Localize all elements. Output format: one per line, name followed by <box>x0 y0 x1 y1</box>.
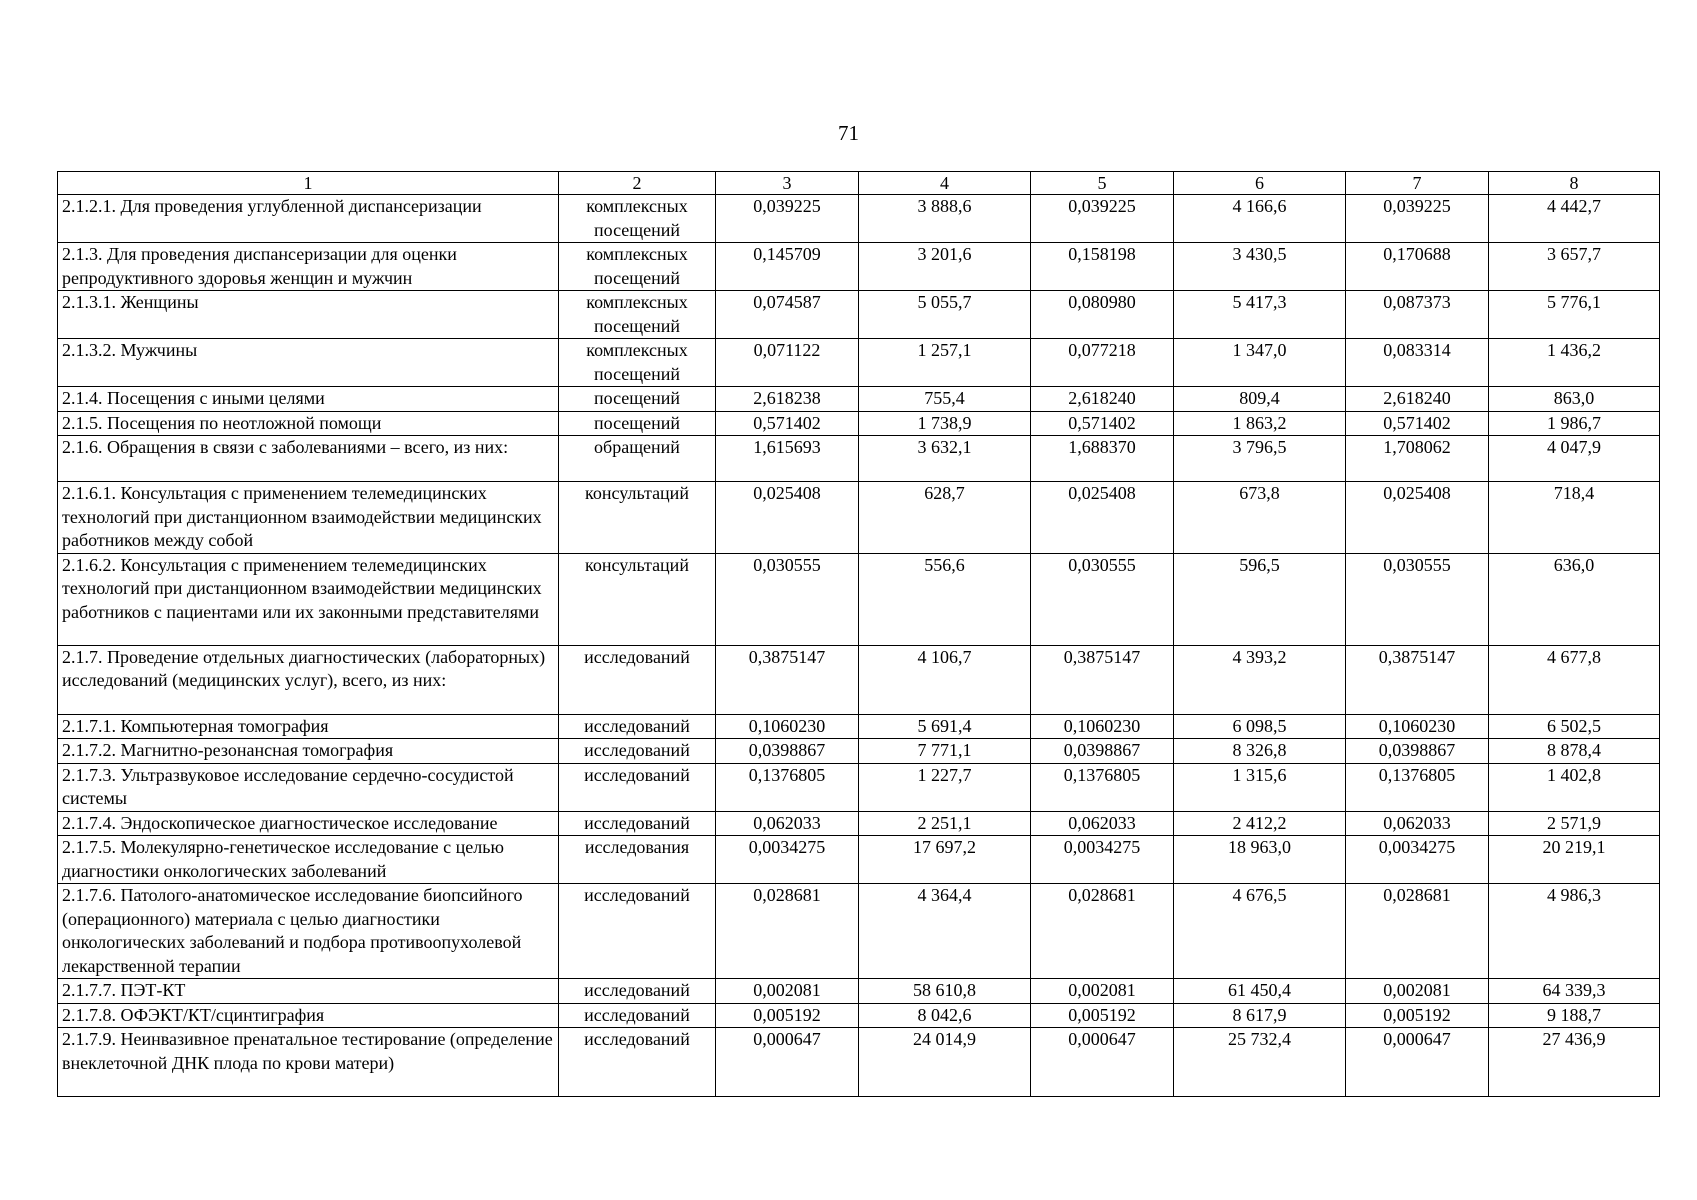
cell-value-7: 0,028681 <box>1346 884 1489 979</box>
page-number: 71 <box>838 121 859 145</box>
cell-value-7: 0,005192 <box>1346 1003 1489 1028</box>
cell-value-6: 3 796,5 <box>1174 436 1346 482</box>
cell-name: 2.1.6. Обращения в связи с заболеваниями – всего, из них: <box>58 436 559 482</box>
cell-value-5: 0,005192 <box>1031 1003 1174 1028</box>
cell-value-7: 0,0034275 <box>1346 836 1489 884</box>
cell-name: 2.1.6.2. Консультация с применением телемедицинских технологий при дистанционном взаимодействии медицинских работников с пациентами или их законными представителями <box>58 553 559 645</box>
cell-value-5: 0,002081 <box>1031 979 1174 1004</box>
cell-value-4: 8 042,6 <box>859 1003 1031 1028</box>
table-row <box>58 739 1660 764</box>
cell-value-3: 0,1376805 <box>716 763 859 811</box>
cell-value-6: 8 326,8 <box>1174 739 1346 764</box>
cell-value-7: 0,3875147 <box>1346 645 1489 714</box>
cell-unit: комплексных посещений <box>559 291 716 339</box>
table-row <box>58 436 1660 482</box>
cell-value-8: 1 402,8 <box>1489 763 1660 811</box>
cell-name: 2.1.4. Посещения с иными целями <box>58 387 559 412</box>
cell-value-4: 3 201,6 <box>859 243 1031 291</box>
cell-value-6: 2 412,2 <box>1174 811 1346 836</box>
cell-value-3: 0,074587 <box>716 291 859 339</box>
cell-unit: комплексных посещений <box>559 243 716 291</box>
table-row <box>58 553 1660 645</box>
cell-name: 2.1.7.5. Молекулярно-генетическое исследование с целью диагностики онкологических заболеваний <box>58 836 559 884</box>
cell-value-5: 0,000647 <box>1031 1028 1174 1097</box>
cell-value-5: 2,618240 <box>1031 387 1174 412</box>
cell-value-5: 0,0034275 <box>1031 836 1174 884</box>
cell-value-7: 0,170688 <box>1346 243 1489 291</box>
table-row <box>58 411 1660 436</box>
cell-value-7: 1,708062 <box>1346 436 1489 482</box>
cell-value-7: 0,030555 <box>1346 553 1489 645</box>
cell-value-3: 0,000647 <box>716 1028 859 1097</box>
cell-value-3: 0,071122 <box>716 339 859 387</box>
column-header: 2 <box>559 172 716 195</box>
cell-value-6: 6 098,5 <box>1174 714 1346 739</box>
cell-name: 2.1.7.7. ПЭТ-КТ <box>58 979 559 1004</box>
cell-value-4: 1 257,1 <box>859 339 1031 387</box>
cell-value-3: 0,1060230 <box>716 714 859 739</box>
cell-value-4: 556,6 <box>859 553 1031 645</box>
column-header: 3 <box>716 172 859 195</box>
cell-unit: консультаций <box>559 553 716 645</box>
cell-value-4: 4 364,4 <box>859 884 1031 979</box>
cell-value-5: 0,571402 <box>1031 411 1174 436</box>
cell-value-6: 61 450,4 <box>1174 979 1346 1004</box>
column-header: 5 <box>1031 172 1174 195</box>
cell-unit: посещений <box>559 411 716 436</box>
cell-unit: исследования <box>559 836 716 884</box>
cell-value-4: 58 610,8 <box>859 979 1031 1004</box>
cell-value-6: 5 417,3 <box>1174 291 1346 339</box>
cell-value-3: 1,615693 <box>716 436 859 482</box>
cell-value-4: 3 888,6 <box>859 195 1031 243</box>
table-row <box>58 836 1660 884</box>
cell-name: 2.1.5. Посещения по неотложной помощи <box>58 411 559 436</box>
cell-value-6: 809,4 <box>1174 387 1346 412</box>
cell-value-3: 0,062033 <box>716 811 859 836</box>
cell-value-3: 0,030555 <box>716 553 859 645</box>
cell-value-3: 0,571402 <box>716 411 859 436</box>
cell-value-8: 863,0 <box>1489 387 1660 412</box>
cell-value-4: 1 738,9 <box>859 411 1031 436</box>
cell-value-5: 0,1376805 <box>1031 763 1174 811</box>
cell-value-8: 64 339,3 <box>1489 979 1660 1004</box>
column-header: 7 <box>1346 172 1489 195</box>
cell-name: 2.1.7.2. Магнитно-резонансная томография <box>58 739 559 764</box>
cell-value-4: 3 632,1 <box>859 436 1031 482</box>
cell-value-4: 2 251,1 <box>859 811 1031 836</box>
cell-value-7: 0,025408 <box>1346 482 1489 554</box>
cell-value-6: 25 732,4 <box>1174 1028 1346 1097</box>
cell-name: 2.1.7.1. Компьютерная томография <box>58 714 559 739</box>
cell-value-4: 4 106,7 <box>859 645 1031 714</box>
cell-value-5: 0,1060230 <box>1031 714 1174 739</box>
cell-value-3: 0,145709 <box>716 243 859 291</box>
cell-name: 2.1.7.9. Неинвазивное пренатальное тестирование (определение внеклеточной ДНК плода по крови матери) <box>58 1028 559 1097</box>
cell-unit: исследований <box>559 1028 716 1097</box>
cell-value-8: 5 776,1 <box>1489 291 1660 339</box>
cell-value-3: 0,3875147 <box>716 645 859 714</box>
cell-unit: исследований <box>559 714 716 739</box>
cell-unit: комплексных посещений <box>559 339 716 387</box>
cell-value-4: 24 014,9 <box>859 1028 1031 1097</box>
cell-value-3: 0,028681 <box>716 884 859 979</box>
cell-value-4: 5 691,4 <box>859 714 1031 739</box>
cell-name: 2.1.7.8. ОФЭКТ/КТ/сцинтиграфия <box>58 1003 559 1028</box>
cell-unit: исследований <box>559 1003 716 1028</box>
table-row <box>58 1028 1660 1097</box>
cell-value-6: 1 315,6 <box>1174 763 1346 811</box>
table-row <box>58 811 1660 836</box>
cell-value-7: 2,618240 <box>1346 387 1489 412</box>
cell-value-3: 0,025408 <box>716 482 859 554</box>
cell-value-3: 0,0034275 <box>716 836 859 884</box>
cell-value-6: 673,8 <box>1174 482 1346 554</box>
cell-value-7: 0,039225 <box>1346 195 1489 243</box>
cell-value-8: 3 657,7 <box>1489 243 1660 291</box>
cell-unit: комплексных посещений <box>559 195 716 243</box>
cell-name: 2.1.6.1. Консультация с применением телемедицинских технологий при дистанционном взаимодействии медицинских работников между собой <box>58 482 559 554</box>
cell-value-3: 0,0398867 <box>716 739 859 764</box>
cell-value-6: 4 393,2 <box>1174 645 1346 714</box>
table-row <box>58 482 1660 554</box>
table-row <box>58 243 1660 291</box>
cell-unit: исследований <box>559 645 716 714</box>
cell-unit: исследований <box>559 739 716 764</box>
cell-value-7: 0,083314 <box>1346 339 1489 387</box>
cell-name: 2.1.2.1. Для проведения углубленной диспансеризации <box>58 195 559 243</box>
cell-value-6: 1 863,2 <box>1174 411 1346 436</box>
table-row <box>58 884 1660 979</box>
cell-unit: посещений <box>559 387 716 412</box>
cell-value-8: 27 436,9 <box>1489 1028 1660 1097</box>
column-header: 1 <box>58 172 559 195</box>
cell-unit: обращений <box>559 436 716 482</box>
cell-value-8: 1 436,2 <box>1489 339 1660 387</box>
column-header: 6 <box>1174 172 1346 195</box>
cell-value-8: 20 219,1 <box>1489 836 1660 884</box>
cell-value-5: 0,0398867 <box>1031 739 1174 764</box>
cell-value-5: 0,039225 <box>1031 195 1174 243</box>
cell-value-3: 2,618238 <box>716 387 859 412</box>
table-row <box>58 195 1660 243</box>
cell-value-8: 636,0 <box>1489 553 1660 645</box>
cell-name: 2.1.7.6. Патолого-анатомическое исследование биопсийного (операционного) материала с целью диагностики онкологических заболеваний и подбора противоопухолевой лекарственной терапии <box>58 884 559 979</box>
cell-name: 2.1.3.1. Женщины <box>58 291 559 339</box>
cell-unit: исследований <box>559 763 716 811</box>
table-body <box>58 195 1660 1097</box>
cell-value-8: 718,4 <box>1489 482 1660 554</box>
cell-value-7: 0,0398867 <box>1346 739 1489 764</box>
cell-value-6: 1 347,0 <box>1174 339 1346 387</box>
cell-name: 2.1.7.3. Ультразвуковое исследование сердечно-сосудистой системы <box>58 763 559 811</box>
cell-unit: исследований <box>559 811 716 836</box>
cell-value-8: 4 442,7 <box>1489 195 1660 243</box>
cell-value-5: 0,077218 <box>1031 339 1174 387</box>
table-row <box>58 763 1660 811</box>
cell-unit: исследований <box>559 884 716 979</box>
cell-value-4: 5 055,7 <box>859 291 1031 339</box>
cell-value-4: 1 227,7 <box>859 763 1031 811</box>
cell-value-6: 18 963,0 <box>1174 836 1346 884</box>
cell-value-8: 4 677,8 <box>1489 645 1660 714</box>
cell-value-3: 0,005192 <box>716 1003 859 1028</box>
cell-value-6: 596,5 <box>1174 553 1346 645</box>
cell-value-5: 0,025408 <box>1031 482 1174 554</box>
cell-unit: исследований <box>559 979 716 1004</box>
cell-value-4: 7 771,1 <box>859 739 1031 764</box>
cell-value-6: 4 676,5 <box>1174 884 1346 979</box>
cell-value-3: 0,039225 <box>716 195 859 243</box>
column-header: 8 <box>1489 172 1660 195</box>
cell-value-5: 0,080980 <box>1031 291 1174 339</box>
table-row <box>58 979 1660 1004</box>
table-row <box>58 339 1660 387</box>
table-row <box>58 714 1660 739</box>
cell-value-8: 6 502,5 <box>1489 714 1660 739</box>
table-row <box>58 645 1660 714</box>
cell-value-5: 0,3875147 <box>1031 645 1174 714</box>
table-row <box>58 291 1660 339</box>
tariff-table <box>57 171 1660 1097</box>
cell-name: 2.1.7.4. Эндоскопическое диагностическое исследование <box>58 811 559 836</box>
cell-value-7: 0,062033 <box>1346 811 1489 836</box>
cell-value-6: 8 617,9 <box>1174 1003 1346 1028</box>
cell-value-8: 1 986,7 <box>1489 411 1660 436</box>
cell-value-8: 2 571,9 <box>1489 811 1660 836</box>
cell-value-5: 1,688370 <box>1031 436 1174 482</box>
cell-value-7: 0,002081 <box>1346 979 1489 1004</box>
cell-name: 2.1.3. Для проведения диспансеризации для оценки репродуктивного здоровья женщин и мужчин <box>58 243 559 291</box>
cell-value-8: 4 986,3 <box>1489 884 1660 979</box>
cell-value-4: 755,4 <box>859 387 1031 412</box>
cell-value-7: 0,1376805 <box>1346 763 1489 811</box>
table-header-row <box>58 172 1660 195</box>
cell-value-8: 8 878,4 <box>1489 739 1660 764</box>
table-row <box>58 387 1660 412</box>
cell-value-7: 0,1060230 <box>1346 714 1489 739</box>
column-header: 4 <box>859 172 1031 195</box>
cell-unit: консультаций <box>559 482 716 554</box>
cell-value-7: 0,087373 <box>1346 291 1489 339</box>
cell-value-6: 4 166,6 <box>1174 195 1346 243</box>
cell-value-4: 17 697,2 <box>859 836 1031 884</box>
cell-name: 2.1.3.2. Мужчины <box>58 339 559 387</box>
cell-value-7: 0,000647 <box>1346 1028 1489 1097</box>
cell-name: 2.1.7. Проведение отдельных диагностических (лабораторных) исследований (медицинских услуг), всего, из них: <box>58 645 559 714</box>
cell-value-5: 0,030555 <box>1031 553 1174 645</box>
cell-value-5: 0,158198 <box>1031 243 1174 291</box>
cell-value-4: 628,7 <box>859 482 1031 554</box>
cell-value-7: 0,571402 <box>1346 411 1489 436</box>
cell-value-5: 0,062033 <box>1031 811 1174 836</box>
cell-value-3: 0,002081 <box>716 979 859 1004</box>
cell-value-8: 9 188,7 <box>1489 1003 1660 1028</box>
cell-value-6: 3 430,5 <box>1174 243 1346 291</box>
cell-value-8: 4 047,9 <box>1489 436 1660 482</box>
table-row <box>58 1003 1660 1028</box>
cell-value-5: 0,028681 <box>1031 884 1174 979</box>
